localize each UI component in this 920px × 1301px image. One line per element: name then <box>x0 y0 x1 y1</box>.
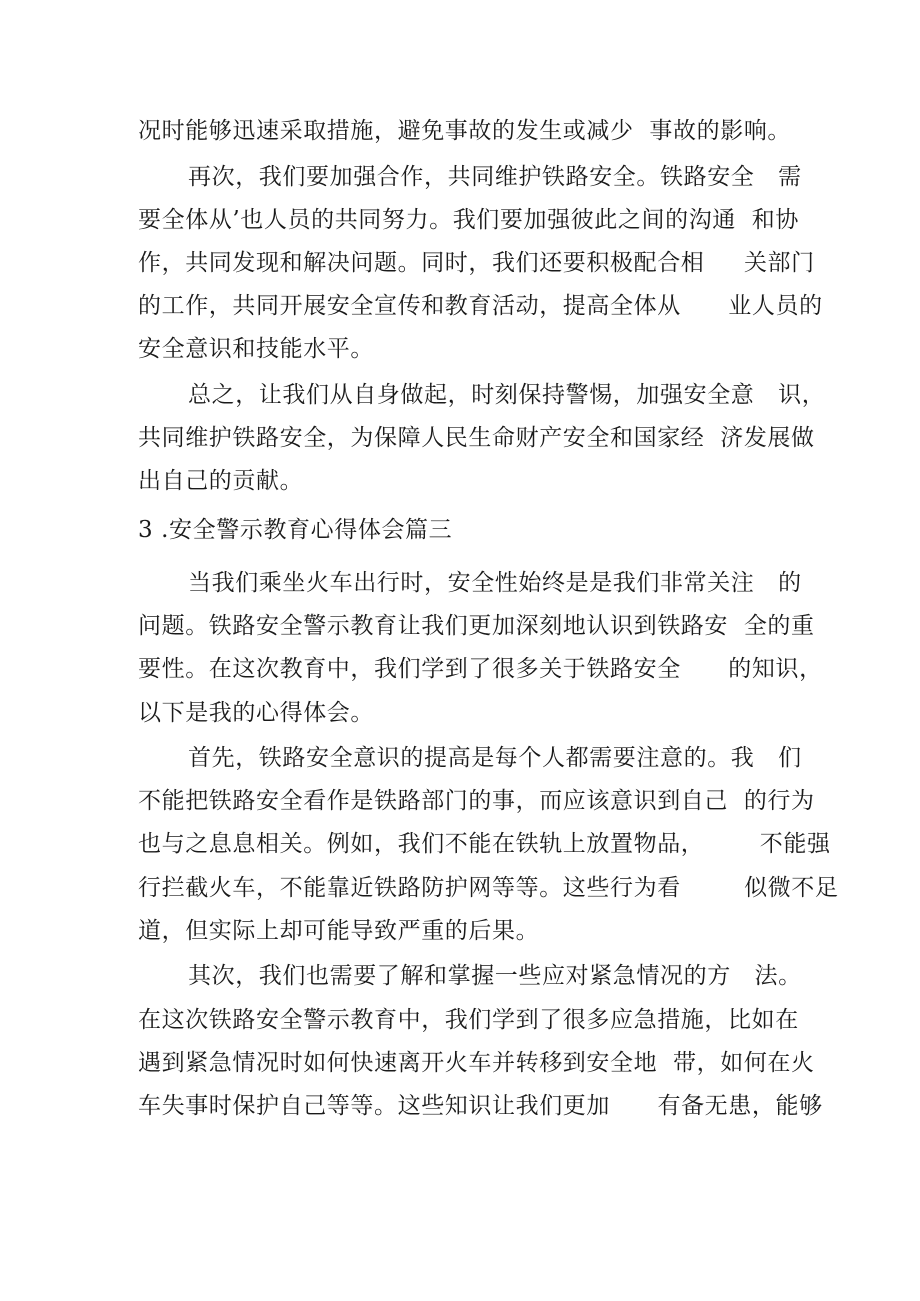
text-line: 车失事时保护自己等等。这些知识让我们更加 有备无患，能够 <box>138 1093 823 1119</box>
text-line: 也与之息息相关。例如，我们不能在铁轨上放置物品， 不能强 <box>138 831 831 857</box>
text-line: 出自己的贡献。 <box>138 468 304 494</box>
text-line: 安全意识和技能水平。 <box>138 336 374 362</box>
text-line: 遇到紧急情况时如何快速离开火车并转移到安全地 带，如何在火 <box>138 1050 815 1076</box>
text-line: 不能把铁路安全看作是铁路部门的事，而应该意识到自己 的行为 <box>138 788 815 814</box>
text-line: 再次，我们要加强合作，共同维护铁路安全。铁路安全 需 <box>188 164 802 190</box>
text-line: 首先，铁路安全意识的提高是每个人都需要注意的。我 们 <box>188 745 802 771</box>
section-heading: 3 .安全警示教育心得体会篇三 <box>138 517 453 543</box>
text-line: 共同维护铁路安全，为保障人民生命财产安全和国家经 济发展做 <box>138 425 815 451</box>
text-line: 况时能够迅速采取措施，避免事故的发生或减少 事故的影响。 <box>138 118 792 144</box>
text-line: 当我们乘坐火车出行时，安全性始终是是我们非常关注 的 <box>188 570 802 596</box>
text-line: 要全体从’也人员的共同努力。我们要加强彼此之间的沟通 和协 <box>138 207 799 233</box>
text-line: 作，共同发现和解决问题。同时，我们还要积极配合相 关部门 <box>138 250 815 276</box>
text-line: 问题。铁路安全警示教育让我们更加深刻地认识到铁路安 全的重 <box>138 613 815 639</box>
text-line: 在这次铁路安全警示教育中，我们学到了很多应急措施，比如在 <box>138 1007 799 1033</box>
text-line: 以下是我的心得体会。 <box>138 700 374 726</box>
text-line: 行拦截火车，不能靠近铁路防护网等等。这些行为看 似微不足 <box>138 875 839 901</box>
text-line: 要性。在这次教育中，我们学到了很多关于铁路安全 的知识， <box>138 656 823 682</box>
text-line: 的工作，共同开展安全宣传和教育活动，提高全体从 业人员的 <box>138 293 823 319</box>
text-line: 其次，我们也需要了解和掌握一些应对紧急情况的方 法。 <box>188 963 802 989</box>
text-line: 道，但实际上却可能导致严重的后果。 <box>138 918 540 944</box>
text-line: 总之，让我们从自身做起，时刻保持警惕，加强安全意 识， <box>188 382 826 408</box>
